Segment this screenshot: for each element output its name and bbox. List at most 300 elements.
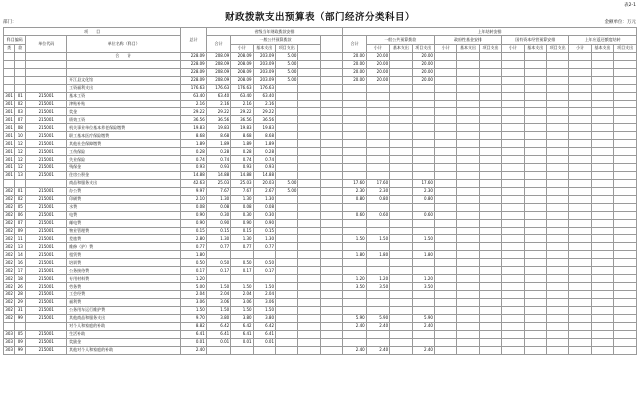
cell-c3: 2.16 [253,100,275,108]
cell-d1 [343,132,366,140]
cell-name: 基本工资 [67,92,181,100]
cell-empty [614,76,637,84]
cell-total: 1.80 [181,251,206,259]
cell-empty [591,275,613,283]
cell-lei [4,68,15,76]
header-current-sum: 合计 [206,36,230,53]
cell-c3: 29.22 [253,108,275,116]
cell-empty [546,267,568,275]
cell-d1 [343,92,366,100]
cell-kuan: 10 [15,132,26,140]
cell-c2: 3.80 [231,314,253,322]
cell-empty [434,251,456,259]
cell-empty [434,283,456,291]
cell-empty [569,306,591,314]
cell-empty [591,148,613,156]
cell-empty [614,338,637,346]
cell-c3: 0.30 [253,211,275,219]
cell-c4 [276,124,298,132]
cell-empty [457,211,479,219]
cell-empty [591,195,613,203]
cell-empty [546,283,568,291]
cell-empty [320,148,342,156]
cell-empty [569,179,591,187]
cell-empty [479,330,501,338]
cell-empty [434,148,456,156]
header-lg-basic: 基本支出 [390,44,412,52]
cell-d1 [343,124,366,132]
cell-empty [479,108,501,116]
cell-c1: 0.08 [206,203,230,211]
cell-empty [546,275,568,283]
cell-empty [434,187,456,195]
cell-empty [298,330,320,338]
cell-empty [434,84,456,92]
cell-code: 215001 [26,156,67,164]
cell-d1 [343,243,366,251]
cell-name: 津贴补贴 [67,100,181,108]
cell-empty [434,322,456,330]
cell-empty [479,124,501,132]
cell-empty [569,251,591,259]
cell-empty [591,52,613,60]
cell-lei: 302 [5,307,13,313]
cell-code: 215001 [26,116,67,124]
cell-empty [502,100,524,108]
cell-c2: 19.83 [231,124,253,132]
cell-d2 [366,164,389,172]
cell-d4: 0.80 [412,195,434,203]
cell-empty [502,116,524,124]
cell-empty [457,251,479,259]
cell-empty [524,76,546,84]
cell-d2: 3.50 [366,283,389,291]
cell-kuan: 06 [15,211,26,219]
cell-total: 63.40 [181,92,206,100]
cell-lei: 302 [5,299,13,305]
cell-empty [434,132,456,140]
cell-empty [546,251,568,259]
cell-empty [298,306,320,314]
cell-d2 [366,171,389,179]
cell-empty [479,156,501,164]
cell-empty [546,338,568,346]
cell-empty [457,124,479,132]
cell-c1 [206,275,230,283]
header-gf-small: 小计 [434,44,456,52]
cell-empty [502,195,524,203]
cell-d1 [343,140,366,148]
cell-empty [457,164,479,172]
cell-empty [457,283,479,291]
cell-kuan [15,76,26,84]
cell-c3: 176.63 [253,84,275,92]
cell-empty [569,76,591,84]
cell-empty [502,291,524,299]
cell-empty [502,219,524,227]
cell-c3: 6.41 [253,330,275,338]
cell-empty [524,132,546,140]
cell-empty [569,140,591,148]
cell-d2: 2.40 [366,322,389,330]
cell-empty [457,203,479,211]
cell-lei: 302 [5,283,13,289]
cell-lei: 302 [5,235,13,241]
cell-empty [614,275,637,283]
cell-code: 215001 [26,283,67,291]
cell-c3: 0.15 [253,227,275,235]
cell-c3: 0.77 [253,243,275,251]
cell-empty [614,68,637,76]
cell-empty [457,68,479,76]
cell-d4 [412,298,434,306]
cell-d1 [343,116,366,124]
cell-empty [502,68,524,76]
cell-lei: 302 [5,204,13,210]
cell-kuan: 11 [15,235,26,243]
cell-kuan [15,179,26,187]
table-row [4,227,637,235]
cell-empty [614,251,637,259]
cell-empty [434,171,456,179]
cell-kuan: 14 [15,251,26,259]
table-row [4,267,637,275]
cell-empty [614,164,637,172]
cell-d3 [390,203,412,211]
cell-empty [524,108,546,116]
cell-empty [479,283,501,291]
cell-code: 215001 [26,100,67,108]
cell-empty [569,68,591,76]
cell-c2: 14.88 [231,171,253,179]
cell-d2 [366,219,389,227]
cell-lei: 303 [5,331,13,337]
cell-total: 1.20 [181,275,206,283]
cell-empty [524,251,546,259]
cell-empty [479,84,501,92]
cell-c4 [276,100,298,108]
cell-c2: 0.28 [231,148,253,156]
cell-empty [457,338,479,346]
cell-empty [591,132,613,140]
cell-c2: 1.89 [231,140,253,148]
cell-d4 [412,92,434,100]
cell-empty [298,108,320,116]
cell-empty [614,298,637,306]
cell-c1: 0.17 [206,267,230,275]
cell-empty [434,346,456,354]
cell-empty [524,68,546,76]
cell-d1 [343,203,366,211]
cell-empty [502,132,524,140]
cell-empty [298,164,320,172]
cell-d3 [390,108,412,116]
cell-d1: 17.60 [343,179,366,187]
cell-d4: 1.50 [412,235,434,243]
cell-empty [298,203,320,211]
cell-name: 其他对个人和家庭的补助 [67,346,181,354]
cell-kuan: 31 [15,306,26,314]
cell-empty [320,179,342,187]
cell-d1: 20.00 [343,76,366,84]
cell-d1: 1.80 [343,251,366,259]
cell-empty [614,52,637,60]
cell-c2: 0.01 [231,338,253,346]
cell-kuan: 16 [15,259,26,267]
cell-empty [591,60,613,68]
cell-empty [546,219,568,227]
cell-empty [320,100,342,108]
cell-c3: 0.01 [253,338,275,346]
cell-c2: 25.03 [231,179,253,187]
cell-total: 5.00 [181,283,206,291]
cell-empty [546,68,568,76]
cell-d3 [390,171,412,179]
header-soe-basic: 基本支出 [524,44,546,52]
cell-lei: 303 [5,339,13,345]
cell-empty [298,314,320,322]
cell-d3 [390,76,412,84]
cell-empty [320,283,342,291]
cell-empty [591,76,613,84]
cell-code [26,52,67,60]
header-gf-project: 项目支出 [479,44,501,52]
cell-empty [434,116,456,124]
cell-empty [298,219,320,227]
cell-d1: 0.80 [343,195,366,203]
cell-empty [591,306,613,314]
cell-c2: 36.56 [231,116,253,124]
cell-empty [502,179,524,187]
header-rt-project: 项目支出 [614,44,637,52]
cell-d1: 2.40 [343,322,366,330]
cell-c1: 2.04 [206,291,230,299]
cell-empty [457,298,479,306]
cell-d3 [390,124,412,132]
cell-empty [524,187,546,195]
cell-d3 [390,211,412,219]
cell-c1: 3.06 [206,298,230,306]
cell-empty [546,235,568,243]
cell-d1 [343,156,366,164]
cell-empty [591,92,613,100]
table-row [4,314,637,322]
cell-c1: 0.90 [206,219,230,227]
cell-kuan: 12 [15,164,26,172]
cell-total: 228.09 [181,76,206,84]
cell-empty [569,195,591,203]
cell-empty [457,267,479,275]
cell-c3: 203.09 [253,76,275,84]
cell-c1: 0.74 [206,156,230,164]
table-row [4,235,637,243]
cell-lei: 301 [5,100,13,106]
cell-d2: 20.00 [366,68,389,76]
cell-c2: 8.68 [231,132,253,140]
cell-c1: 208.09 [206,52,230,60]
cell-empty [591,267,613,275]
cell-lei: 301 [5,108,13,114]
cell-c2: 208.09 [231,68,253,76]
cell-c1 [206,346,230,354]
cell-empty [614,314,637,322]
cell-empty [320,203,342,211]
cell-empty [434,140,456,148]
cell-empty [524,330,546,338]
cell-code: 215001 [26,267,67,275]
cell-c3: 3.06 [253,298,275,306]
cell-empty [546,156,568,164]
cell-d3 [390,322,412,330]
cell-empty [434,203,456,211]
cell-code [26,84,67,92]
cell-c1: 0.30 [206,211,230,219]
header-sub-project: 项目支出 [276,44,298,52]
cell-empty [320,52,342,60]
cell-name: 专用材料费 [67,275,181,283]
cell-empty [434,235,456,243]
cell-empty [591,259,613,267]
cell-empty [614,330,637,338]
cell-empty [524,100,546,108]
cell-kuan [15,52,26,60]
cell-empty [591,330,613,338]
cell-d4 [412,306,434,314]
cell-total: 0.01 [181,338,206,346]
cell-empty [546,211,568,219]
cell-d2 [366,148,389,156]
cell-d4 [412,156,434,164]
cell-d4 [412,227,434,235]
cell-name: 培训费 [67,259,181,267]
header-sub-extra [298,44,320,52]
cell-empty [591,314,613,322]
cell-empty [502,84,524,92]
cell-kuan: 17 [15,267,26,275]
cell-total: 8.82 [181,322,206,330]
cell-empty [546,52,568,60]
header-lg-small: 小计 [366,44,389,52]
cell-c4 [276,338,298,346]
cell-empty [457,76,479,84]
cell-c1: 6.41 [206,330,230,338]
cell-name: 奖励金 [67,338,181,346]
cell-total: 0.77 [181,243,206,251]
cell-c2: 0.93 [231,164,253,172]
cell-lei: 302 [5,243,13,249]
cell-c2: 6.42 [231,322,253,330]
cell-total: 0.08 [181,203,206,211]
cell-empty [320,132,342,140]
cell-empty [457,100,479,108]
cell-name: 印刷费 [67,195,181,203]
cell-kuan: 29 [15,298,26,306]
table-row [4,132,637,140]
cell-d2 [366,338,389,346]
cell-c1: 208.09 [206,76,230,84]
cell-c4 [276,84,298,92]
cell-empty [502,76,524,84]
cell-d1: 3.50 [343,283,366,291]
cell-kuan: 01 [15,187,26,195]
cell-empty [298,187,320,195]
cell-empty [524,156,546,164]
table-row [4,338,637,346]
cell-total: 2.10 [181,195,206,203]
cell-empty [569,116,591,124]
cell-empty [434,164,456,172]
cell-name: 职工基本医疗保险缴费 [67,132,181,140]
cell-c4 [276,140,298,148]
cell-c1: 0.01 [206,338,230,346]
cell-d2: 20.00 [366,60,389,68]
cell-empty [479,132,501,140]
cell-code: 215001 [26,338,67,346]
cell-c3: 203.09 [253,60,275,68]
cell-d2: 1.20 [366,275,389,283]
cell-empty [546,164,568,172]
cell-d4 [412,124,434,132]
cell-empty [457,330,479,338]
cell-d2 [366,203,389,211]
cell-c2: 1.30 [231,195,253,203]
cell-code: 215001 [26,124,67,132]
cell-empty [591,251,613,259]
cell-code: 215001 [26,108,67,116]
cell-code: 215001 [26,195,67,203]
header-lg-project: 项目支出 [412,44,434,52]
cell-d2 [366,124,389,132]
cell-lei: 301 [5,172,13,178]
cell-empty [614,108,637,116]
cell-c2: 0.15 [231,227,253,235]
cell-c2: 0.30 [231,211,253,219]
table-row [4,195,637,203]
cell-empty [434,267,456,275]
cell-empty [320,171,342,179]
cell-c3: 20.03 [253,179,275,187]
cell-empty [546,203,568,211]
header-sub-basic: 基本支出 [253,44,275,52]
cell-empty [524,171,546,179]
cell-c3: 0.90 [253,219,275,227]
cell-c2: 0.74 [231,156,253,164]
cell-total: 228.09 [181,52,206,60]
cell-empty [320,330,342,338]
header-current-extra [320,36,342,53]
cell-empty [546,314,568,322]
cell-code: 215001 [26,291,67,299]
cell-empty [591,298,613,306]
table-row [4,148,637,156]
cell-empty [320,314,342,322]
cell-empty [502,322,524,330]
cell-d3 [390,259,412,267]
cell-empty [320,211,342,219]
cell-empty [502,259,524,267]
cell-empty [591,338,613,346]
cell-empty [546,84,568,92]
cell-d2: 5.90 [366,314,389,322]
cell-empty [591,187,613,195]
cell-c4: 5.00 [276,68,298,76]
cell-d4: 20.00 [412,60,434,68]
cell-empty [320,140,342,148]
cell-empty [320,219,342,227]
cell-d3 [390,346,412,354]
cell-lei: 302 [5,267,13,273]
cell-c2: 7.67 [231,187,253,195]
